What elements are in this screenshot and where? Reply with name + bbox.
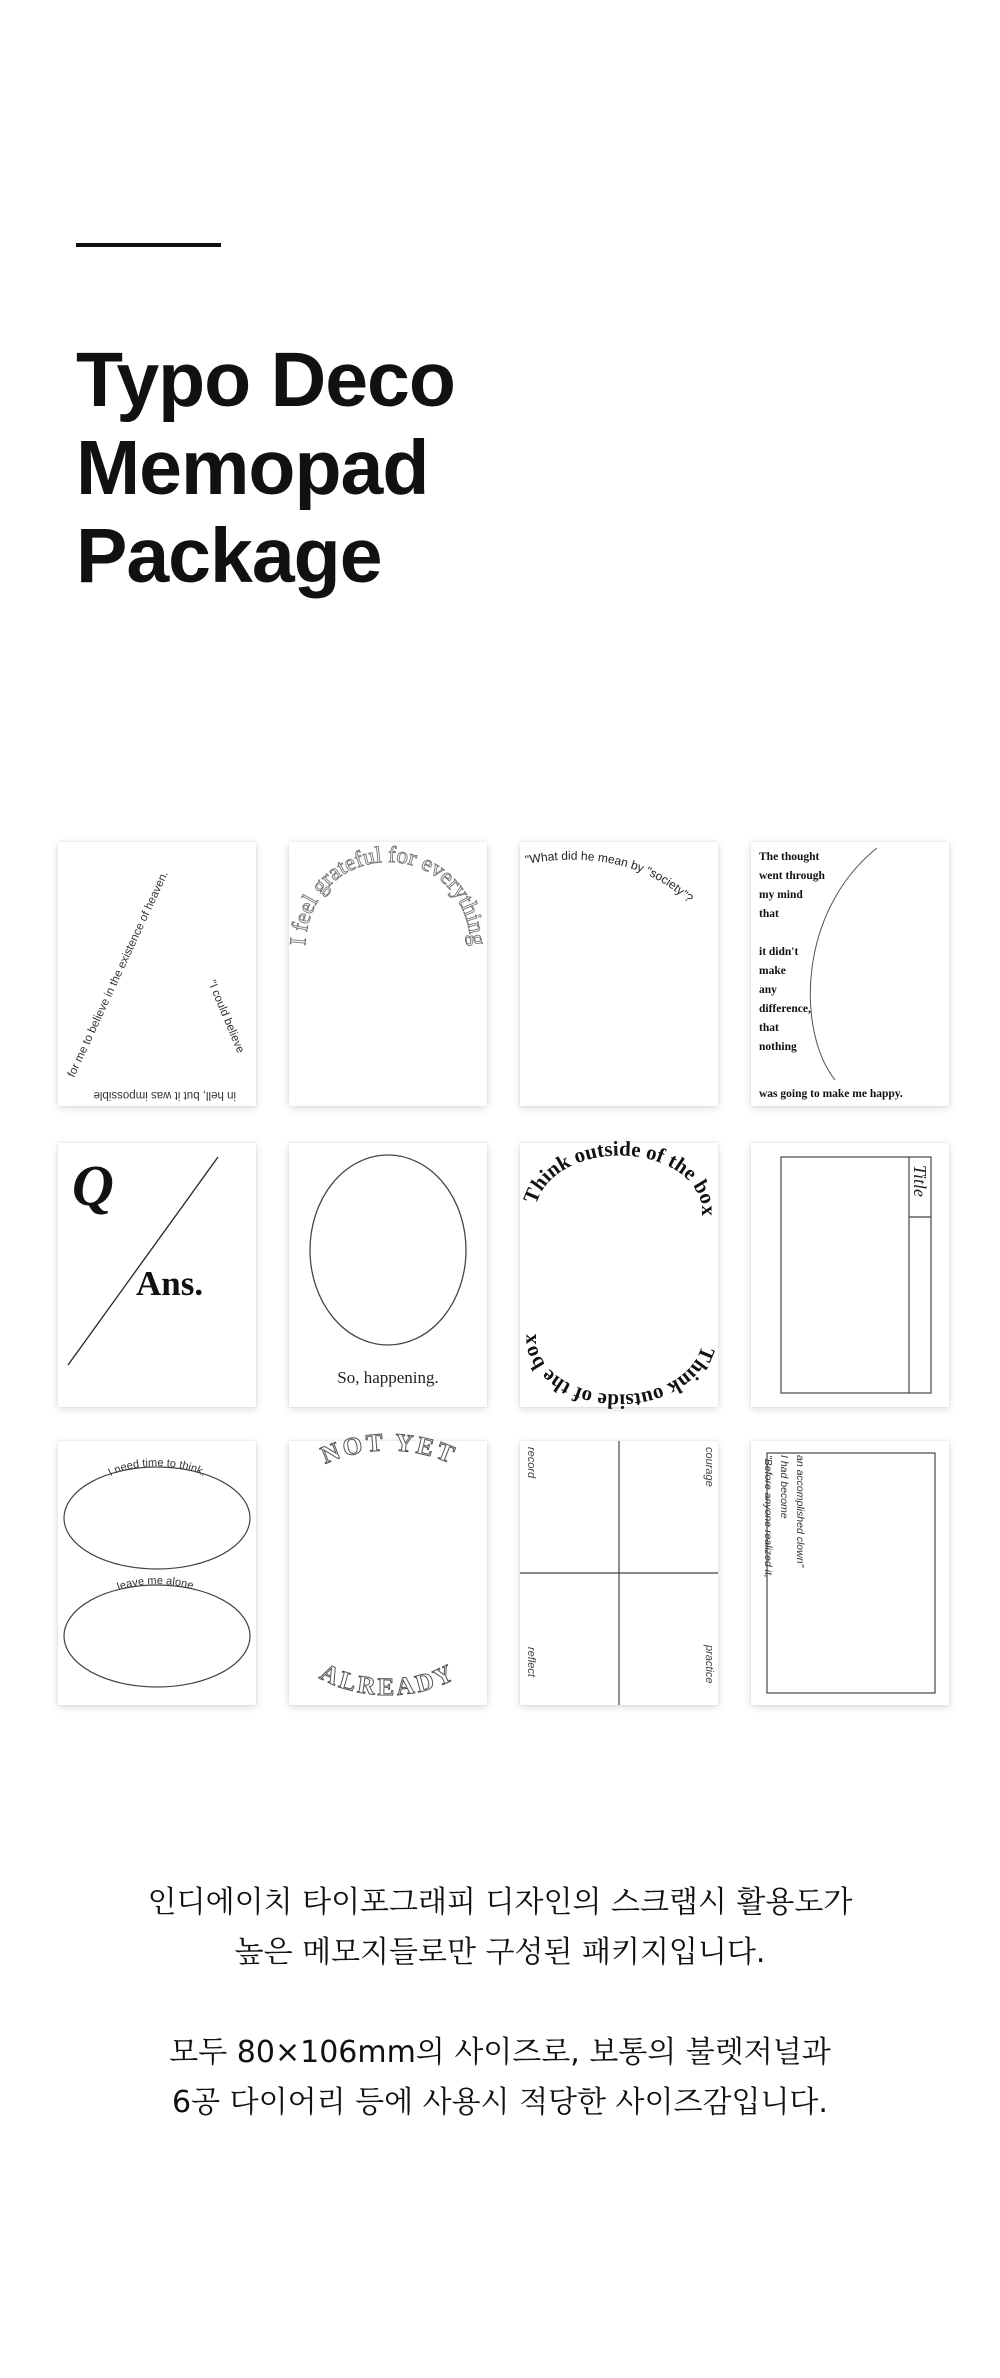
memo-card-happening bbox=[289, 1143, 487, 1407]
description-line: 인디에이치 타이포그래피 디자인의 스크랩시 활용도가 bbox=[147, 1885, 853, 1920]
memo-4-line: difference, bbox=[759, 1003, 811, 1015]
page-title bbox=[76, 336, 455, 600]
memo-9-top-text: I need time to think. bbox=[106, 1456, 208, 1479]
memo-1-end-text-2: in hell, but it was impossible bbox=[93, 1089, 236, 1101]
memo-10-bottom-text: ALREADY bbox=[315, 1658, 461, 1702]
memo-11-q1: record bbox=[525, 1447, 537, 1479]
memo-4-line: The thought bbox=[759, 851, 820, 863]
memo-4-line: went through bbox=[759, 870, 825, 882]
memo-11-q2: courage bbox=[703, 1447, 715, 1487]
memo-12-frame bbox=[767, 1453, 935, 1693]
memo-7-top-text: Think outside of the box bbox=[518, 1136, 721, 1216]
memo-12-line-3: an accomplished clown" bbox=[794, 1455, 806, 1568]
memo-4-line: any bbox=[759, 984, 777, 996]
memo-8-tab-label: Title bbox=[910, 1165, 930, 1198]
memo-4-line: that bbox=[759, 1022, 779, 1034]
description-line: 6공 다이어리 등에 사용시 적당한 사이즈감입니다. bbox=[172, 2085, 828, 2120]
memo-2-arc-text: I feel grateful for everything bbox=[285, 841, 491, 947]
memo-6-caption: So, happening. bbox=[337, 1368, 439, 1387]
description-line: 모두 80×106mm의 사이즈로, 보통의 불렛저널과 bbox=[169, 2035, 831, 2070]
title-line-2: Memopad bbox=[76, 425, 429, 511]
title-line-3: Package bbox=[76, 513, 382, 599]
memo-4-last-line: was going to make me happy. bbox=[759, 1088, 903, 1100]
memo-card-title bbox=[751, 1143, 949, 1407]
memo-card-qa bbox=[58, 1143, 256, 1407]
memo-12-line-2: I had become bbox=[778, 1455, 790, 1519]
memo-10-top-text: NOT YET bbox=[317, 1429, 461, 1470]
memo-1-end-text-1: "I could believe bbox=[205, 978, 247, 1055]
memo-card-thought bbox=[751, 842, 949, 1106]
memo-4-line: that bbox=[759, 908, 779, 920]
memo-card-think bbox=[517, 1136, 721, 1414]
memo-4-line: make bbox=[759, 965, 786, 977]
memo-12-line-1: "Before anyone realized it, bbox=[762, 1455, 774, 1578]
memo-9-bottom-text: leave me alone. bbox=[115, 1574, 199, 1594]
memo-11-q3: reflect bbox=[525, 1647, 537, 1677]
memo-4-line: my mind bbox=[759, 889, 803, 901]
description-paragraph-1 bbox=[0, 1878, 1000, 1978]
memo-6-oval bbox=[310, 1155, 466, 1345]
memo-9-oval-top bbox=[64, 1467, 250, 1569]
title-rule bbox=[76, 243, 221, 247]
memo-7-bottom-text: Think outside of the box bbox=[517, 1333, 720, 1414]
memo-3-top-text: "What did he mean by "society"? bbox=[524, 848, 696, 906]
memo-5-q-mark: Q bbox=[72, 1153, 114, 1218]
memo-card-not-yet bbox=[289, 1429, 487, 1705]
memo-card-grateful bbox=[285, 841, 491, 1106]
memo-card-triangle bbox=[58, 842, 256, 1106]
description-paragraph-2 bbox=[0, 2028, 1000, 2128]
memo-5-ans: Ans. bbox=[136, 1264, 204, 1303]
memo-4-line: it didn't bbox=[759, 946, 799, 958]
memo-9-oval-bottom bbox=[64, 1585, 250, 1687]
title-line-1: Typo Deco bbox=[76, 337, 455, 423]
memo-card-society bbox=[520, 842, 718, 1106]
memo-4-line: nothing bbox=[759, 1041, 797, 1053]
memo-card-quadrant bbox=[520, 1441, 718, 1705]
memo-card-think-time bbox=[58, 1441, 256, 1705]
memo-1-arc-text: for me to believe in the existence of heaven. bbox=[65, 869, 171, 1080]
memo-11-q4: practice bbox=[703, 1645, 715, 1684]
memo-card-clown bbox=[751, 1441, 949, 1705]
description-line: 높은 메모지들로만 구성된 패키지입니다. bbox=[234, 1935, 766, 1970]
